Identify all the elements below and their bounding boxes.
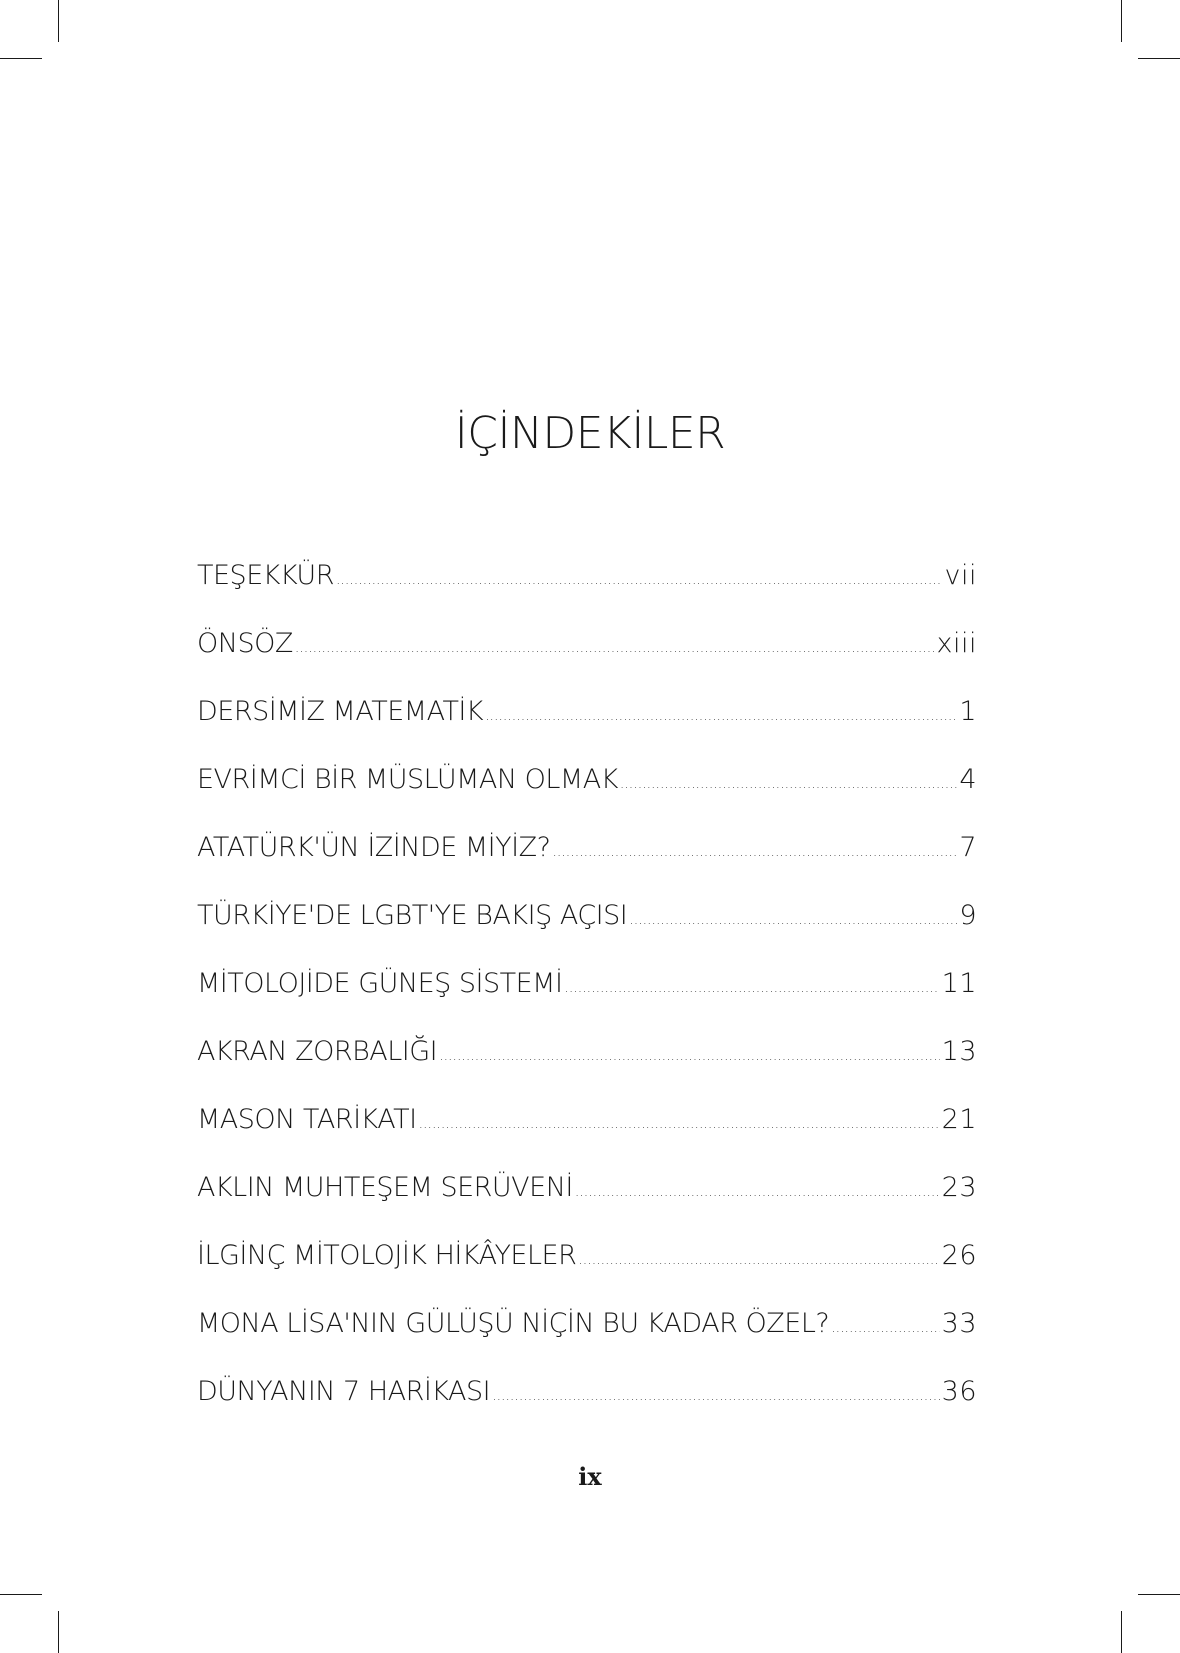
toc-entry-title: MİTOLOJİDE GÜNEŞ SİSTEMİ: [197, 968, 563, 999]
dot-leader: [439, 1048, 940, 1064]
toc-entry-page-number: vii: [944, 560, 977, 591]
toc-entry-page-number: 26: [941, 1240, 977, 1271]
dot-leader: [485, 708, 957, 724]
crop-mark-top-right-horizontal: [1138, 58, 1180, 59]
toc-entry-page-number: xiii: [936, 628, 977, 659]
dot-leader: [831, 1320, 939, 1336]
crop-mark-top-left-horizontal: [0, 58, 42, 59]
table-of-contents: [197, 560, 977, 1444]
crop-mark-bottom-right-vertical: [1121, 1611, 1122, 1653]
toc-entry-title: MONA LİSA'NIN GÜLÜŞÜ NİÇİN BU KADAR ÖZEL?: [197, 1308, 830, 1339]
toc-entry-page-number: 7: [959, 832, 977, 863]
page-number-footer: ix: [578, 1462, 602, 1491]
toc-entry[interactable]: [197, 1172, 977, 1240]
toc-entry-title: MASON TARİKATI: [197, 1104, 417, 1135]
toc-entry-title: AKRAN ZORBALIĞI: [197, 1036, 438, 1067]
toc-entry-title: DÜNYANIN 7 HARİKASI: [197, 1376, 491, 1407]
toc-entry-title: İLGİNÇ MİTOLOJİK HİKÂYELER: [197, 1240, 577, 1271]
toc-entry-title: TEŞEKKÜR: [197, 560, 334, 591]
toc-entry-title: ÖNSÖZ: [197, 628, 293, 659]
toc-entry-title: ATATÜRK'ÜN İZİNDE MİYİZ?: [197, 832, 551, 863]
toc-entry-title: TÜRKİYE'DE LGBT'YE BAKIŞ AÇISI: [197, 900, 628, 931]
dot-leader: [295, 640, 935, 656]
toc-entry[interactable]: [197, 1308, 977, 1376]
crop-mark-top-right-vertical: [1121, 0, 1122, 42]
toc-entry-page-number: 36: [941, 1376, 977, 1407]
toc-entry-title: AKLIN MUHTEŞEM SERÜVENİ: [197, 1172, 573, 1203]
toc-entry[interactable]: [197, 1104, 977, 1172]
dot-leader: [629, 912, 957, 928]
toc-entry[interactable]: [197, 764, 977, 832]
crop-mark-bottom-left-vertical: [58, 1611, 59, 1653]
dot-leader: [578, 1252, 939, 1268]
toc-entry-page-number: 33: [941, 1308, 977, 1339]
toc-entry[interactable]: [197, 900, 977, 968]
crop-mark-top-left-vertical: [58, 0, 59, 42]
toc-entry[interactable]: [197, 1036, 977, 1104]
dot-leader: [552, 844, 957, 860]
dot-leader: [620, 776, 957, 792]
dot-leader: [336, 572, 943, 588]
toc-entry[interactable]: [197, 628, 977, 696]
toc-entry-page-number: 9: [959, 900, 977, 931]
crop-mark-bottom-right-horizontal: [1138, 1594, 1180, 1595]
toc-entry[interactable]: [197, 968, 977, 1036]
toc-entry[interactable]: [197, 560, 977, 628]
crop-mark-bottom-left-horizontal: [0, 1594, 42, 1595]
toc-entry-page-number: 1: [959, 696, 977, 727]
toc-entry[interactable]: [197, 696, 977, 764]
page-title: İÇİNDEKİLER: [454, 408, 726, 459]
dot-leader: [564, 980, 939, 996]
toc-entry-page-number: 11: [941, 968, 977, 999]
toc-entry-title: DERSİMİZ MATEMATİK: [197, 696, 484, 727]
toc-entry[interactable]: [197, 1376, 977, 1444]
toc-entry-page-number: 4: [959, 764, 977, 795]
toc-entry[interactable]: [197, 832, 977, 900]
toc-entry-page-number: 13: [941, 1036, 977, 1067]
dot-leader: [419, 1116, 940, 1132]
toc-entry-page-number: 23: [941, 1172, 977, 1203]
dot-leader: [492, 1388, 940, 1404]
toc-entry-page-number: 21: [941, 1104, 977, 1135]
toc-entry[interactable]: [197, 1240, 977, 1308]
dot-leader: [575, 1184, 940, 1200]
toc-entry-title: EVRİMCİ BİR MÜSLÜMAN OLMAK: [197, 764, 618, 795]
